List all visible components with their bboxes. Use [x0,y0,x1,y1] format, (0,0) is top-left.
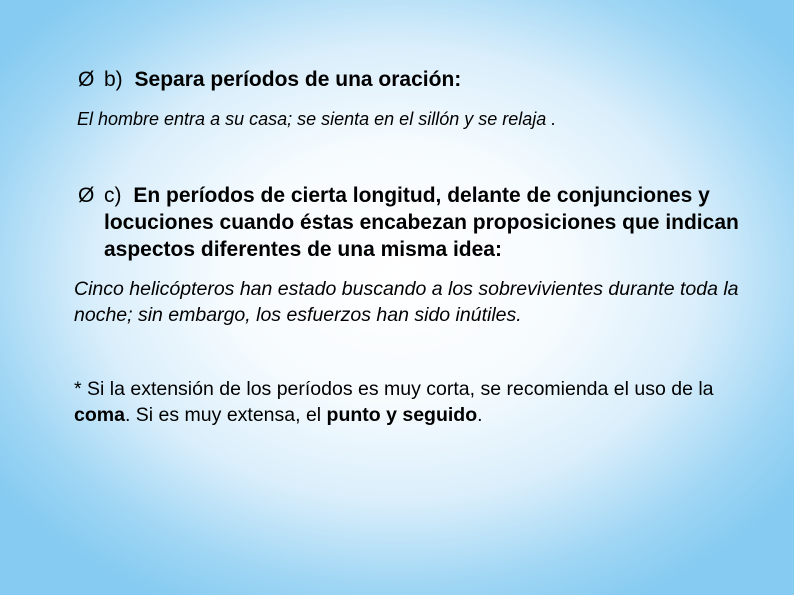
bullet-c-marker: c) [104,184,122,207]
example-c: Cinco helicópteros han estado buscando a los sobrevivientes durante toda la noche; sin embargo, los esfuerzos han sido inútiles. [74,278,739,326]
bullet-b-content [104,66,461,93]
bullet-b-text: Separa períodos de una oración: [134,68,462,91]
bullet-c-text: En períodos de cierta longitud, delante de conjunciones y locuciones cuando éstas encabezan proposiciones que indican aspectos diferentes de una misma idea: [104,184,739,261]
note-bold-punto-y-seguido: punto y seguido [326,404,478,426]
bullet-c [78,182,758,263]
note [74,376,764,428]
note-bold-coma: coma [74,404,125,426]
note-part-1: * Si la extensión de los períodos es muy corta, se recomienda el uso de la [74,378,714,400]
bullet-b-marker: b) [104,68,123,91]
note-part-3: . [477,404,483,426]
arrow-bullet-icon: Ø [78,68,95,91]
example-b: El hombre entra a su casa; se sienta en el sillón y se relaja . [77,109,557,129]
bullet-c-content [104,182,754,263]
note-part-2: . Si es muy extensa, el [124,404,327,426]
arrow-bullet-icon: Ø [78,184,95,207]
bullet-b [78,66,738,93]
